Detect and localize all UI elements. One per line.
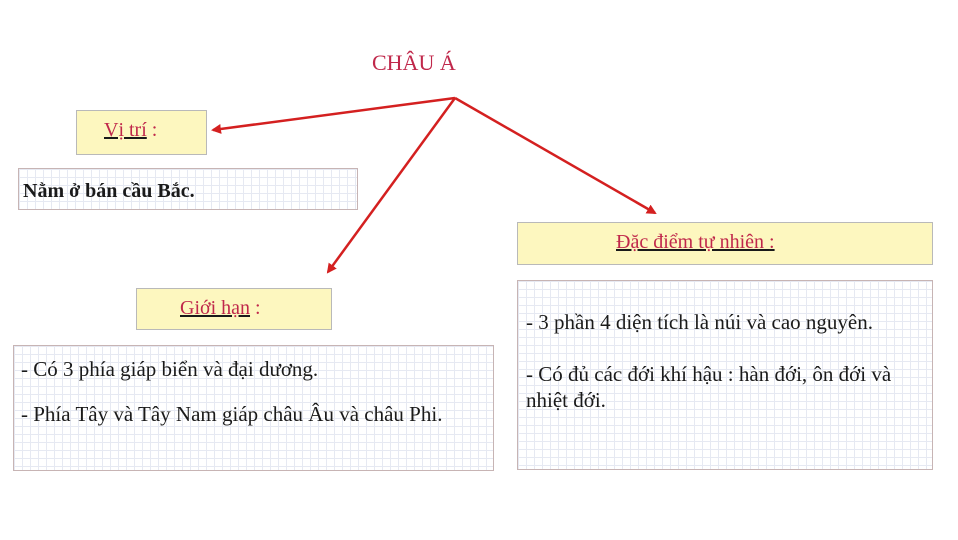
arrow-to-vitri — [213, 98, 455, 130]
diagram-title: CHÂU Á — [372, 50, 456, 75]
node-gioihan-desc — [13, 345, 494, 471]
node-dacdiem-desc — [517, 280, 933, 470]
dacdiem-label: Đặc điểm tự nhiên — [616, 231, 770, 253]
dacdiem-item-1: - 3 phần 4 diện tích là núi và cao nguyên. — [526, 310, 873, 334]
vitri-suffix: : — [146, 119, 158, 141]
vitri-label: Vị trí — [104, 119, 147, 141]
arrow-to-dacdiem — [455, 98, 655, 213]
node-vitri — [76, 110, 207, 155]
gioihan-suffix: : — [250, 297, 261, 319]
gioihan-item-1: - Có 3 phía giáp biển và đại dương. — [21, 357, 319, 381]
gioihan-item-2: - Phía Tây và Tây Nam giáp châu Âu và châu Phi. — [21, 402, 443, 426]
vitri-desc-text: Nằm ở bán cầu Bắc. — [23, 180, 195, 202]
node-gioihan — [136, 288, 332, 330]
dacdiem-suffix: : — [769, 231, 775, 253]
dacdiem-item-2: - Có đủ các đới khí hậu : hàn đới, ôn đới và nhiệt đới. — [526, 362, 892, 412]
node-vitri-desc — [18, 168, 358, 210]
gioihan-label: Giới hạn — [180, 297, 251, 319]
node-dacdiem — [517, 222, 933, 265]
